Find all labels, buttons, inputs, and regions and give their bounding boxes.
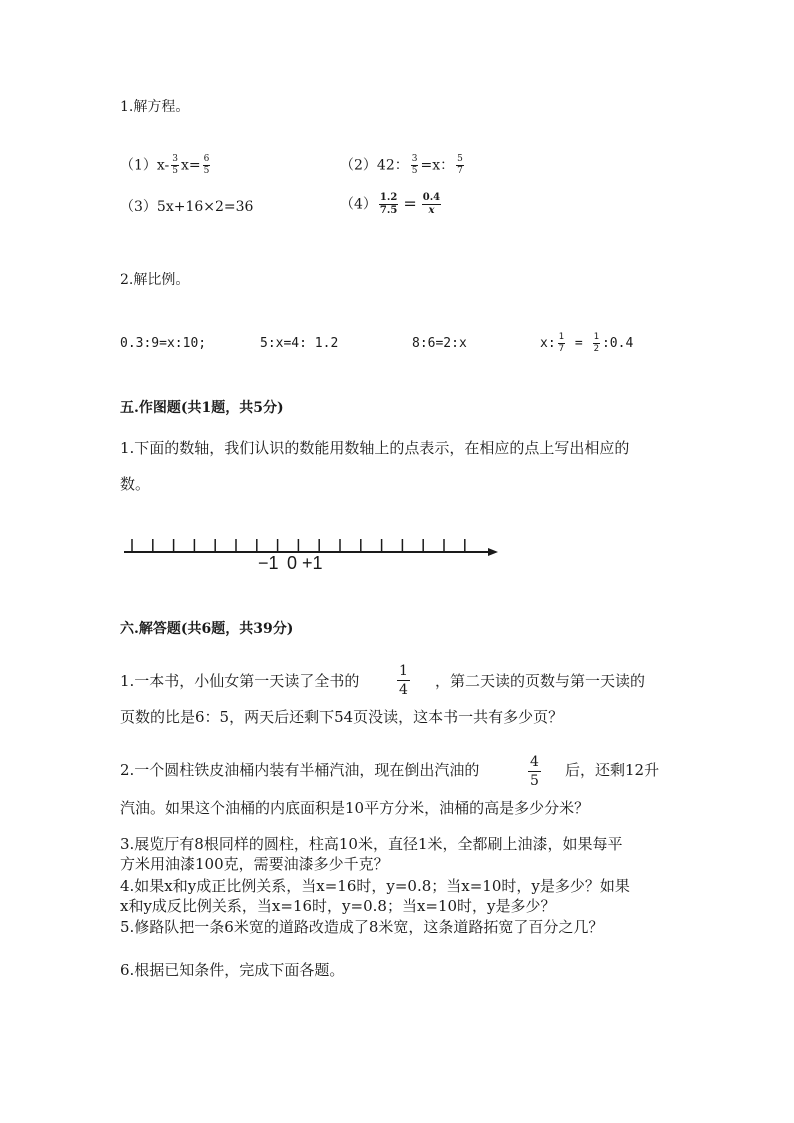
s6-q2-frac — [528, 755, 541, 788]
q1-eq4-prefix: （4） — [340, 196, 377, 213]
s6-q4-line1: 4.如果x和y成正比例关系，当x=16时，y=0.8；当x=10时，y是多少？如果 — [120, 877, 630, 895]
section5-title: 五.作图题(共1题，共5分) — [120, 400, 284, 416]
q1-eq3: （3）5x+16×2=36 — [120, 199, 254, 215]
s6-q5-line1: 5.修路队把一条6米宽的道路改造成了8米宽，这条道路拓宽了百分之几？ — [120, 918, 604, 936]
q1-title: 1.解方程。 — [120, 99, 190, 115]
q2-p4-a: x: — [540, 336, 556, 351]
section5-q1-line1: 1.下面的数轴，我们认识的数能用数轴上的点表示，在相应的点上写出相应的 — [120, 439, 630, 457]
q1-eq2-frac2-num: 5 — [457, 154, 463, 164]
section5-q1-line2: 数。 — [120, 475, 151, 493]
s6-q1-frac-den: 4 — [399, 682, 408, 698]
s6-q3-line2: 方米用油漆100克，需要油漆多少千克？ — [120, 855, 389, 873]
s6-q3-line1: 3.展览厅有8根同样的圆柱，柱高10米，直径1米，全都刷上油漆，如果每平 — [120, 835, 623, 853]
q2-p4-frac1 — [558, 333, 565, 354]
q1-eq4 — [340, 193, 443, 216]
q2-title: 2.解比例。 — [120, 272, 190, 288]
q1-eq1-frac1-den: 5 — [172, 166, 179, 176]
q1-eq1-frac2-den: 5 — [203, 166, 210, 176]
number-line-ticks — [132, 539, 465, 552]
q1-eq4-frac2 — [422, 193, 441, 216]
q2-p4-b: = — [567, 336, 591, 351]
q2-p1: 0.3:9=x:10; — [120, 336, 207, 351]
section6-title: 六.解答题(共6题，共39分) — [120, 621, 294, 637]
s6-q2-line1a: 2.一个圆柱铁皮油桶内装有半桶汽油，现在倒出汽油的 — [120, 761, 480, 779]
q1-eq2-mid: =x： — [420, 157, 455, 174]
q1-eq1 — [120, 155, 212, 176]
number-line-label-neg1: −1 — [258, 553, 279, 573]
q1-eq1-frac2-num: 6 — [203, 154, 210, 164]
q2-p4 — [540, 333, 633, 354]
s6-q6-line1: 6.根据已知条件，完成下面各题。 — [120, 961, 345, 979]
s6-q1-line1a: 1.一本书，小仙女第一天读了全书的 — [120, 672, 360, 690]
s6-q1-frac — [397, 664, 410, 697]
q1-eq1-frac1 — [171, 155, 179, 176]
q2-p3: 8:6=2:x — [412, 336, 467, 351]
number-line-label-0: 0 — [287, 553, 298, 573]
q2-p4-frac2-den: 2 — [593, 344, 599, 354]
q1-eq2 — [340, 155, 466, 176]
q2-p4-c: :0.4 — [601, 336, 634, 351]
q1-eq1-frac1-num: 3 — [172, 154, 179, 164]
number-line-arrow-icon — [488, 548, 498, 556]
s6-q2-line1b: 后，还剩12升 — [565, 761, 660, 779]
q1-eq1-frac2 — [203, 155, 211, 176]
s6-q2-frac-den: 5 — [530, 773, 539, 789]
s6-q4-line2: x和y成反比例关系，当x=16时，y=0.8；当x=10时，y是多少？ — [120, 897, 556, 915]
s6-q1-frac-num: 1 — [399, 663, 408, 679]
q2-p4-frac2 — [593, 333, 600, 354]
q1-eq1-mid: x= — [181, 157, 201, 174]
q2-p4-frac1-den: 7 — [558, 344, 565, 354]
q1-eq2-frac2-den: 7 — [457, 166, 463, 176]
q1-eq4-frac1 — [379, 193, 398, 216]
q1-eq2-frac1 — [411, 155, 419, 176]
s6-q2-line2: 汽油。如果这个油桶的内底面积是10平方分米，油桶的高是多少分米？ — [120, 799, 590, 817]
s6-q2-frac-num: 4 — [530, 754, 539, 770]
q1-eq4-frac2-den: x — [428, 205, 435, 216]
q1-eq2-prefix: （2）42： — [340, 157, 409, 174]
q1-eq2-frac2 — [456, 155, 464, 176]
q1-eq4-equals: = — [403, 193, 417, 213]
q1-eq2-frac1-num: 3 — [411, 154, 418, 164]
q1-eq4-frac1-den: 7.5 — [379, 205, 398, 216]
q1-eq4-frac2-num: 0.4 — [422, 192, 441, 203]
s6-q1-line1b: ，第二天读的页数与第一天读的 — [435, 672, 646, 690]
number-line-label-pos1: +1 — [302, 553, 323, 573]
q1-eq2-frac1-den: 5 — [411, 166, 418, 176]
q1-eq1-prefix: （1）x- — [120, 157, 170, 174]
q2-p2: 5:x=4: 1.2 — [260, 336, 339, 351]
q2-p4-frac1-num: 1 — [558, 332, 565, 342]
s6-q1-line2: 页数的比是6：5，两天后还剩下54页没读，这本书一共有多少页？ — [120, 708, 564, 726]
q1-eq4-frac1-num: 1.2 — [379, 192, 398, 203]
q2-p4-frac2-num: 1 — [593, 332, 599, 342]
